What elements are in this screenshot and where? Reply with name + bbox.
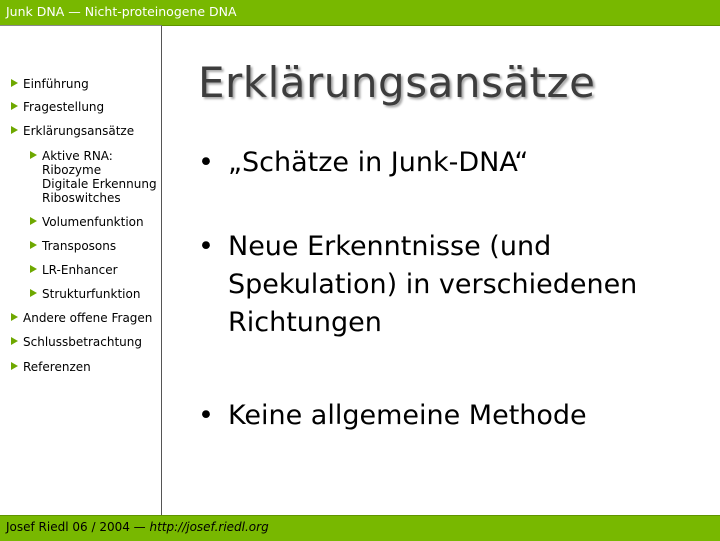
nav-item-line: Riboswitches bbox=[42, 191, 121, 205]
top-title-bar bbox=[0, 0, 720, 26]
nav-item-fragestellung[interactable] bbox=[11, 100, 104, 114]
footer-bar bbox=[0, 515, 720, 541]
nav-item-line: Ribozyme bbox=[42, 163, 102, 177]
triangle-bullet-icon bbox=[11, 126, 18, 134]
nav-item-transposons[interactable] bbox=[30, 239, 116, 253]
nav-item-label bbox=[42, 149, 157, 205]
nav-item-referenzen[interactable] bbox=[11, 360, 91, 374]
bullet-item bbox=[198, 397, 587, 435]
nav-item-label: Referenzen bbox=[23, 360, 91, 374]
triangle-bullet-icon bbox=[30, 217, 37, 225]
nav-item-label: Fragestellung bbox=[23, 100, 105, 114]
bullet-dot-icon: • bbox=[198, 400, 214, 431]
bullet-item bbox=[198, 144, 528, 182]
nav-item-label: Andere offene Fragen bbox=[23, 311, 153, 325]
nav-item-strukturfunktion[interactable] bbox=[30, 287, 140, 301]
nav-item-label: Transposons bbox=[42, 239, 117, 253]
nav-item-aktive-rna[interactable] bbox=[30, 149, 157, 205]
bullet-text-line: Richtungen bbox=[228, 307, 382, 338]
triangle-bullet-icon bbox=[30, 265, 37, 273]
triangle-bullet-icon bbox=[30, 289, 37, 297]
triangle-bullet-icon bbox=[11, 79, 18, 87]
nav-item-erklaerungsansaetze[interactable] bbox=[11, 124, 134, 138]
bullet-text-line: Spekulation) in verschiedenen bbox=[228, 269, 638, 300]
nav-item-volumenfunktion[interactable] bbox=[30, 215, 144, 229]
nav-item-label: Erklärungsansätze bbox=[23, 124, 135, 138]
nav-item-label: Einführung bbox=[23, 77, 89, 91]
nav-item-label: Schlussbetrachtung bbox=[23, 335, 142, 349]
nav-item-lr-enhancer[interactable] bbox=[30, 263, 118, 277]
footer-author: Josef Riedl 06 / 2004 — bbox=[6, 520, 150, 534]
bullet-text: Keine allgemeine Methode bbox=[228, 400, 587, 431]
nav-item-label: Volumenfunktion bbox=[42, 215, 144, 229]
slide-title: Erklärungsansätze bbox=[198, 58, 596, 107]
nav-item-einfuehrung[interactable] bbox=[11, 77, 89, 91]
triangle-bullet-icon bbox=[11, 102, 18, 110]
nav-item-line: Digitale Erkennung bbox=[42, 177, 157, 191]
triangle-bullet-icon bbox=[30, 241, 37, 249]
nav-item-label: LR-Enhancer bbox=[42, 263, 118, 277]
triangle-bullet-icon bbox=[11, 362, 18, 370]
triangle-bullet-icon bbox=[11, 337, 18, 345]
bullet-dot-icon: • bbox=[198, 147, 214, 178]
nav-item-andere-offene-fragen[interactable] bbox=[11, 311, 152, 325]
bullet-text: „Schätze in Junk-DNA“ bbox=[228, 147, 529, 178]
nav-item-schlussbetrachtung[interactable] bbox=[11, 335, 142, 349]
bullet-dot-icon: • bbox=[198, 231, 214, 262]
bullet-item bbox=[198, 228, 637, 342]
nav-item-label: Strukturfunktion bbox=[42, 287, 141, 301]
triangle-bullet-icon bbox=[30, 151, 37, 159]
nav-item-line: Aktive RNA: bbox=[42, 149, 113, 163]
presentation-title: Junk DNA — Nicht-proteinogene DNA bbox=[6, 4, 237, 19]
footer-text bbox=[6, 520, 269, 534]
bullet-text-line: Neue Erkenntnisse (und bbox=[228, 231, 552, 262]
footer-link[interactable]: http://josef.riedl.org bbox=[149, 520, 269, 534]
triangle-bullet-icon bbox=[11, 313, 18, 321]
